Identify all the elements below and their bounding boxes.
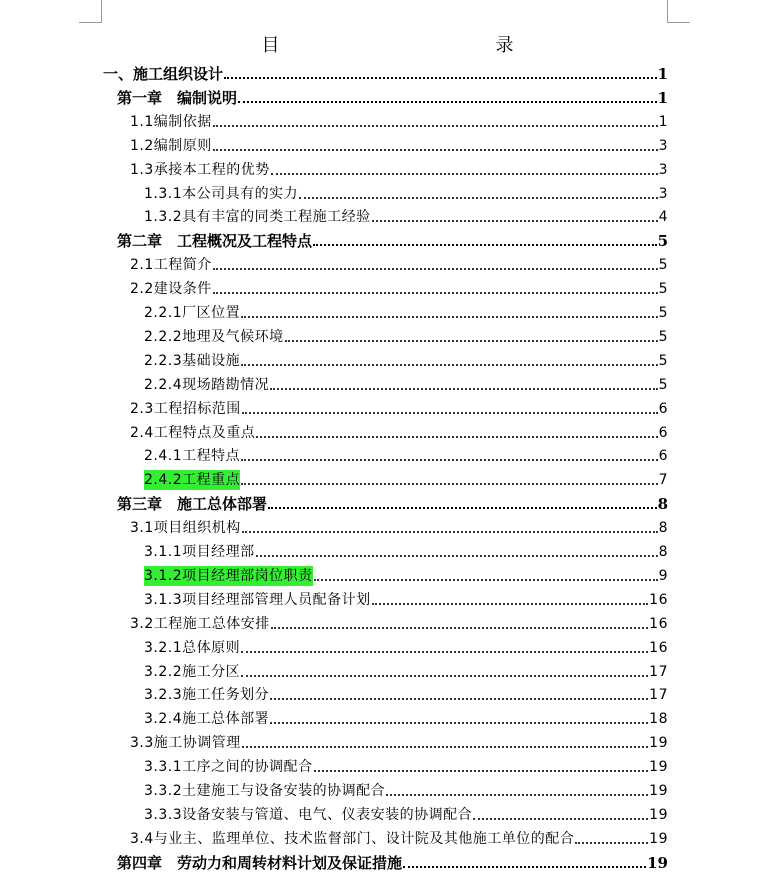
toc-page-number: 5 bbox=[658, 377, 668, 393]
toc-entry[interactable] bbox=[144, 182, 668, 204]
toc-leader-dots bbox=[224, 76, 657, 79]
toc-entry-title: 2.2.1厂区位置 bbox=[144, 305, 241, 321]
toc-entry-title: 3.2工程施工总体安排 bbox=[130, 616, 270, 632]
toc-leader-dots bbox=[270, 387, 657, 390]
toc-entry-title: 2.4.2工程重点 bbox=[144, 472, 241, 488]
toc-leader-dots bbox=[314, 769, 649, 772]
toc-leader-dots bbox=[242, 745, 648, 748]
toc-entry[interactable] bbox=[117, 229, 668, 251]
toc-entry-title: 第四章 劳动力和周转材料计划及保证措施 bbox=[117, 854, 403, 872]
toc-entry-title: 3.3.1工序之间的协调配合 bbox=[144, 759, 313, 775]
toc-entry[interactable] bbox=[144, 779, 668, 801]
toc-page-number: 8 bbox=[658, 520, 668, 536]
toc-leader-dots bbox=[270, 721, 648, 724]
toc-entry-title: 2.2.2地理及气候环境 bbox=[144, 329, 284, 345]
toc-entry[interactable] bbox=[144, 755, 668, 777]
toc-entry-title: 3.3.2土建施工与设备安装的协调配合 bbox=[144, 783, 386, 799]
toc-entry[interactable] bbox=[144, 349, 668, 371]
toc-entry-title: 3.1.2项目经理部岗位职责 bbox=[144, 568, 313, 584]
toc-entry[interactable] bbox=[144, 803, 668, 825]
toc-page-number: 6 bbox=[658, 401, 668, 417]
toc-entry-title: 3.2.3施工任务划分 bbox=[144, 687, 270, 703]
toc-leader-dots bbox=[256, 554, 658, 557]
toc-entry-title: 3.1.1项目经理部 bbox=[144, 544, 255, 560]
toc-leader-dots bbox=[372, 219, 658, 222]
toc-entry-title: 2.4.1工程特点 bbox=[144, 448, 241, 464]
toc-entry-title: 1.2编制原则 bbox=[130, 138, 212, 154]
toc-entry-title: 3.4与业主、监理单位、技术监督部门、设计院及其他施工单位的配合 bbox=[130, 831, 575, 847]
toc-entry[interactable] bbox=[144, 636, 668, 658]
toc-entry-title: 一、施工组织设计 bbox=[103, 65, 224, 83]
toc-leader-dots bbox=[403, 865, 646, 868]
page-corner-mark-right bbox=[667, 0, 690, 23]
toc-entry[interactable] bbox=[117, 492, 668, 514]
toc-page-number: 5 bbox=[658, 305, 668, 321]
toc-entry-title: 3.3.3设备安装与管道、电气、仪表安装的协调配合 bbox=[144, 807, 473, 823]
toc-page-number: 4 bbox=[658, 209, 668, 225]
toc-leader-dots bbox=[372, 602, 649, 605]
toc-entry-title: 2.2.3基础设施 bbox=[144, 353, 241, 369]
toc-entry[interactable] bbox=[130, 516, 668, 538]
toc-entry-title: 第三章 施工总体部署 bbox=[117, 495, 268, 513]
toc-entry[interactable] bbox=[130, 134, 668, 156]
toc-entry[interactable] bbox=[130, 827, 668, 849]
toc-page-number: 19 bbox=[649, 831, 668, 847]
toc-page-number: 19 bbox=[649, 735, 668, 751]
toc-page-number: 19 bbox=[649, 783, 668, 799]
toc-entry-title: 3.1.3项目经理部管理人员配备计划 bbox=[144, 592, 371, 608]
toc-entry-title: 1.3承接本工程的优势 bbox=[130, 162, 270, 178]
toc-leader-dots bbox=[314, 578, 658, 581]
toc-page-number: 17 bbox=[649, 687, 668, 703]
toc-entry[interactable] bbox=[144, 373, 668, 395]
toc-entry[interactable] bbox=[144, 205, 668, 227]
toc-entry-title: 第二章 工程概况及工程特点 bbox=[117, 232, 313, 250]
toc-leader-dots bbox=[386, 793, 648, 796]
toc-entry-title: 2.2.4现场踏勘情况 bbox=[144, 377, 270, 393]
toc-page-number: 16 bbox=[649, 616, 668, 632]
toc-title: 目 录 bbox=[261, 35, 574, 56]
toc-entry-title: 3.2.1总体原则 bbox=[144, 640, 241, 656]
toc-leader-dots bbox=[213, 267, 658, 270]
toc-entry[interactable] bbox=[103, 62, 668, 84]
toc-leader-dots bbox=[241, 482, 657, 485]
toc-entry[interactable] bbox=[144, 707, 668, 729]
toc-leader-dots bbox=[268, 506, 657, 509]
toc-page-number: 9 bbox=[658, 568, 668, 584]
toc-entry-title: 3.2.2施工分区 bbox=[144, 664, 241, 680]
toc-page-number: 3 bbox=[658, 138, 668, 154]
toc-page-number: 1 bbox=[657, 89, 668, 107]
toc-page-number: 5 bbox=[657, 232, 668, 250]
toc-entry[interactable] bbox=[130, 731, 668, 753]
toc-page-number: 3 bbox=[658, 186, 668, 202]
toc-entry-title: 1.3.2具有丰富的同类工程施工经验 bbox=[144, 209, 371, 225]
toc-entry-title: 3.3施工协调管理 bbox=[130, 735, 241, 751]
toc-entry-title: 2.1工程简介 bbox=[130, 257, 212, 273]
toc-leader-dots bbox=[313, 243, 657, 246]
toc-entry[interactable] bbox=[130, 110, 668, 132]
toc-leader-dots bbox=[271, 626, 648, 629]
toc-page-number: 19 bbox=[649, 759, 668, 775]
toc-leader-dots bbox=[213, 291, 658, 294]
toc-page-number: 19 bbox=[647, 854, 668, 872]
toc-entry-title: 1.3.1本公司具有的实力 bbox=[144, 186, 299, 202]
toc-entry[interactable] bbox=[144, 540, 668, 562]
toc-page-number: 5 bbox=[658, 329, 668, 345]
toc-leader-dots bbox=[285, 339, 658, 342]
toc-entry[interactable] bbox=[144, 468, 668, 490]
page-corner-mark-left bbox=[79, 0, 102, 23]
toc-entry[interactable] bbox=[117, 86, 668, 108]
toc-entry-title: 3.2.4施工总体部署 bbox=[144, 711, 270, 727]
toc-entry-title: 第一章 编制说明 bbox=[117, 89, 238, 107]
toc-entry[interactable] bbox=[144, 683, 668, 705]
toc-page-number: 8 bbox=[657, 495, 668, 513]
toc-page-number: 18 bbox=[649, 711, 668, 727]
toc-entry-title: 3.1项目组织机构 bbox=[130, 520, 241, 536]
toc-entry[interactable] bbox=[130, 277, 668, 299]
toc-leader-dots bbox=[270, 697, 648, 700]
toc-leader-dots bbox=[575, 841, 648, 844]
toc-leader-dots bbox=[271, 172, 658, 175]
toc-entry[interactable] bbox=[144, 588, 668, 610]
toc-page-number: 6 bbox=[658, 425, 668, 441]
toc-page-number: 7 bbox=[658, 472, 668, 488]
toc-entry-title: 2.4工程特点及重点 bbox=[130, 425, 256, 441]
toc-leader-dots bbox=[242, 411, 658, 414]
toc-leader-dots bbox=[241, 458, 657, 461]
toc-page-number: 19 bbox=[649, 807, 668, 823]
toc-leader-dots bbox=[241, 363, 657, 366]
toc-entry[interactable] bbox=[144, 660, 668, 682]
toc-leader-dots bbox=[241, 315, 657, 318]
toc-entry[interactable] bbox=[144, 301, 668, 323]
toc-entry[interactable] bbox=[130, 158, 668, 180]
toc-leader-dots bbox=[299, 196, 657, 199]
toc-entry-title: 1.1编制依据 bbox=[130, 114, 212, 130]
toc-entry[interactable] bbox=[130, 612, 668, 634]
toc-leader-dots bbox=[256, 435, 657, 438]
toc-page-number: 1 bbox=[657, 65, 668, 83]
toc-page-number: 17 bbox=[649, 664, 668, 680]
toc-leader-dots bbox=[213, 148, 658, 151]
toc-leader-dots bbox=[473, 817, 648, 820]
toc-page-number: 16 bbox=[649, 640, 668, 656]
toc-leader-dots bbox=[213, 124, 658, 127]
toc-page-number: 5 bbox=[658, 281, 668, 297]
toc-page-number: 16 bbox=[649, 592, 668, 608]
toc-entry-title: 2.2建设条件 bbox=[130, 281, 212, 297]
toc-leader-dots bbox=[238, 100, 657, 103]
toc-entry[interactable] bbox=[144, 564, 668, 586]
toc-page-number: 5 bbox=[658, 257, 668, 273]
toc-page-number: 6 bbox=[658, 448, 668, 464]
toc-page-number: 1 bbox=[658, 114, 668, 130]
toc-page-number: 3 bbox=[658, 162, 668, 178]
toc-entry[interactable] bbox=[144, 444, 668, 466]
toc-entry[interactable] bbox=[130, 253, 668, 275]
toc-leader-dots bbox=[241, 674, 648, 677]
toc-page-number: 8 bbox=[658, 544, 668, 560]
toc-page-number: 5 bbox=[658, 353, 668, 369]
toc-entry-title: 2.3工程招标范围 bbox=[130, 401, 241, 417]
toc-entry[interactable] bbox=[130, 397, 668, 419]
toc-leader-dots bbox=[241, 650, 648, 653]
toc-entry[interactable] bbox=[144, 325, 668, 347]
toc-entry[interactable] bbox=[117, 851, 668, 873]
toc-entry[interactable] bbox=[130, 421, 668, 443]
toc-leader-dots bbox=[242, 530, 658, 533]
